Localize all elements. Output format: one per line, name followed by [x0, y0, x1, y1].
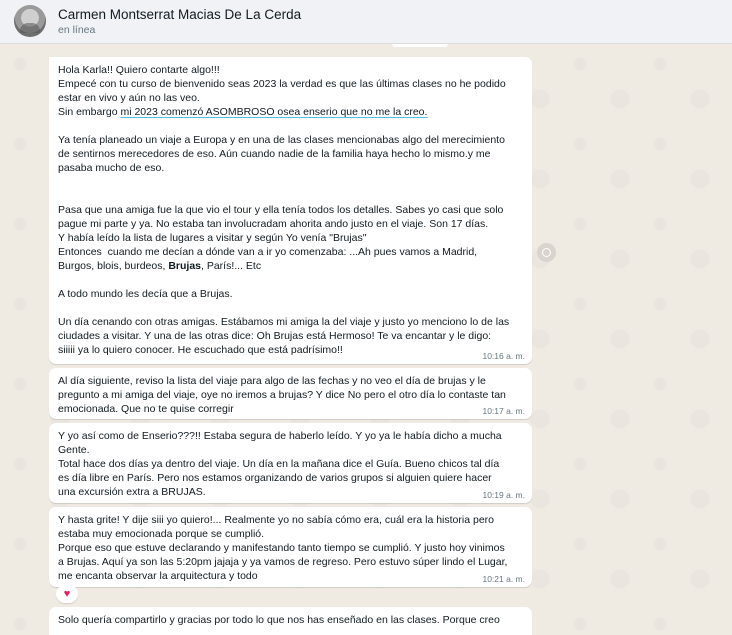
- message-list[interactable]: [0, 44, 732, 635]
- reaction-emoji: ♥: [63, 588, 71, 600]
- message-bubble[interactable]: [49, 57, 532, 364]
- message-text: A todo mundo les decía que a Brujas.: [58, 288, 233, 300]
- message-bubble[interactable]: [49, 507, 532, 587]
- heart-reaction-icon[interactable]: [56, 585, 78, 603]
- message-bubble[interactable]: [49, 423, 532, 503]
- message-text: Solo quería compartirlo y gracias por todo lo que nos has enseñado en las clases. Porque creo: [58, 614, 500, 626]
- message-text-part: , París!... Etc: [201, 260, 262, 272]
- message-text-part: Sin embargo: [58, 106, 121, 118]
- message-timestamp: 10:16 a. m.: [482, 351, 525, 361]
- message-text: estar en vivo y aún no las veo.: [58, 92, 200, 104]
- message-text: [58, 259, 523, 273]
- message-text: Pasa que una amiga fue la que vio el tour y ella tenía todos los detalles. Sabes yo casi que solo pague mi parte y ya. No estaba tan involucradam ahorita ando justo en el viaje. Son 17 días. Y había leído la lista de lugares a visitar y según Yo venía "Brujas" Entonces cuando me decían a dónde van a ir yo comenzaba: ...Ah pues vamos a Madrid,: [58, 204, 504, 258]
- message-timestamp: 10:17 a. m.: [482, 406, 525, 416]
- message-timestamp: 10:19 a. m.: [482, 490, 525, 500]
- message-text: Al día siguiente, reviso la lista del viaje para algo de las fechas y no veo el día de brujas y le pregunto a mi amiga del viaje, oye no iremos a brujas? Y dice No pero el otro día lo contaste tan emocionada. Que no te quise corregir: [58, 375, 506, 415]
- contact-status: en línea: [58, 24, 96, 36]
- message-text: Y hasta grite! Y dije siii yo quiero!... Realmente yo no sabía cómo era, cuál era la historia pero estaba muy emocionada porque se cumplió. Porque eso que estuve declarando y manifestando tanto tiempo se cumplió. Y justo hoy vinimos a Brujas. Aquí ya son las 5:20pm jajaja y ya vamos de regreso. Pero estuvo súper lindo el Lugar, me encanta observar la arquitectura y todo: [58, 514, 508, 582]
- message-text: Un día cenando con otras amigas. Estábamos mi amiga la del viaje y justo yo menciono lo de las ciudades a visitar. Y una de las otras dice: Oh Brujas está Hermoso! Te va encantar y le digo: siiiii ya lo quiero conocer. He escuchado que está padrísimo!!: [58, 316, 510, 356]
- avatar[interactable]: [14, 5, 46, 37]
- highlighted-text: mi 2023 comenzó ASOMBROSO osea enserio que no me la creo.: [120, 106, 428, 118]
- message-text: [58, 105, 523, 119]
- message-bubble[interactable]: [49, 607, 532, 635]
- forward-icon[interactable]: [537, 243, 556, 262]
- message-text: Hola Karla!! Quiero contarte algo!!!: [58, 64, 220, 76]
- contact-name[interactable]: Carmen Montserrat Macias De La Cerda: [58, 7, 302, 22]
- chat-header[interactable]: [0, 0, 732, 44]
- message-bubble[interactable]: [49, 368, 532, 419]
- message-text-part: Burgos, blois, burdeos,: [58, 260, 169, 272]
- message-text: Y yo así como de Enserio???!! Estaba segura de haberlo leído. Y yo ya le había dicho a mucha Gente. Total hace dos días ya dentro del viaje. Un día en la mañana dice el Guía. Bueno chicos tal día es día libre en París. Pero nos estamos organizando de varios grupos si alguien quiere hacer una excursión extra a BRUJAS.: [58, 430, 502, 498]
- message-timestamp: 10:21 a. m.: [482, 574, 525, 584]
- bold-text: Brujas: [168, 260, 201, 272]
- message-text: Empecé con tu curso de bienvenido seas 2023 la verdad es que las últimas clases no he podido: [58, 78, 506, 90]
- message-text: Ya tenía planeado un viaje a Europa y en una de las clases mencionabas algo del merecimiento de sentirnos merecedores de eso. Aún cuando nadie de la familia haya hecho lo mismo.y me pasaba mucho de eso.: [58, 134, 505, 174]
- previous-message-edge: [392, 44, 448, 47]
